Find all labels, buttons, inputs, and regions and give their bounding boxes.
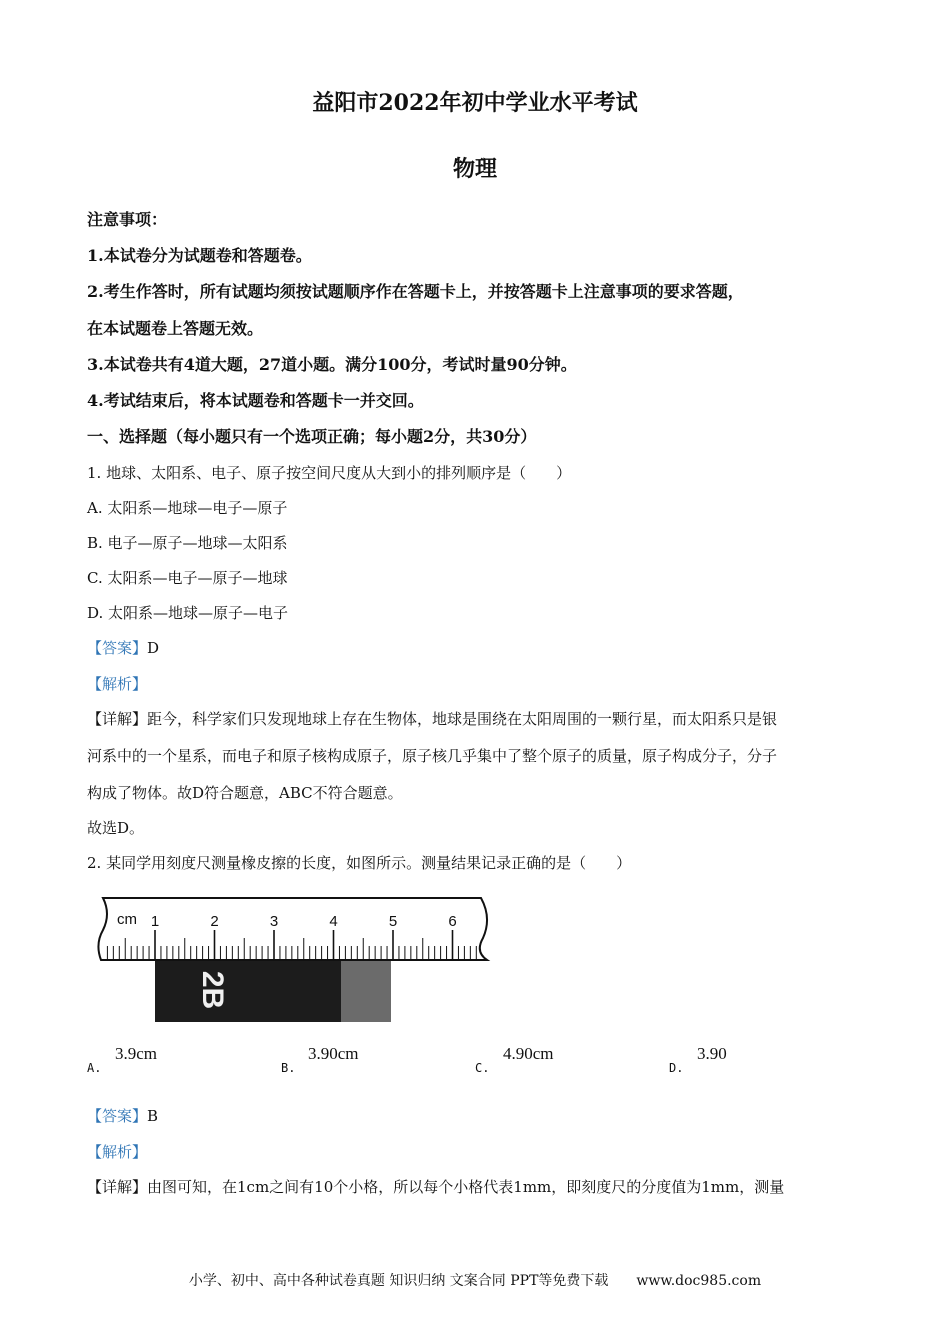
eraser-sleeve <box>341 960 391 1022</box>
exam-title: 益阳市2022年初中学业水平考试 <box>312 90 638 116</box>
option-a-letter: A. <box>87 1061 102 1075</box>
detail-line: 河系中的一个星系，而电子和原子核构成原子，原子核几乎集中了整个原子的质量，原子构成分子，分子 <box>87 747 778 765</box>
analysis-tag: 【解析】 <box>87 1143 148 1161</box>
question-option: D. 太阳系—地球—原子—电子 <box>87 604 289 622</box>
notice-item: 3.本试卷共有4道大题，27道小题。满分100分，考试时量90分钟。 <box>87 355 577 374</box>
ruler-number: 6 <box>448 913 457 930</box>
section-heading: 一、选择题（每小题只有一个选项正确；每小题2分，共30分） <box>87 427 537 446</box>
detail-line <box>87 1176 784 1197</box>
question-option: A. 太阳系—地球—电子—原子 <box>87 499 288 517</box>
ruler-number: 2 <box>210 913 219 930</box>
question-option: C. 太阳系—电子—原子—地球 <box>87 569 288 587</box>
conclusion-line: 故选D。 <box>87 819 145 837</box>
answer-line <box>87 637 159 658</box>
ruler-figure <box>95 892 495 1027</box>
answer-value: B <box>147 1107 159 1125</box>
notice-item: 在本试题卷上答题无效。 <box>87 319 264 338</box>
ruler-number: 4 <box>329 913 338 930</box>
detail-line: 构成了物体。故D符合题意，ABC不符合题意。 <box>87 784 403 802</box>
subject-title: 物理 <box>452 156 497 182</box>
detail-text: 由图可知，在1cm之间有10个小格，所以每个小格代表1mm，即刻度尺的分度值为1mm，测量 <box>147 1178 785 1196</box>
question-option: B. 电子—原子—地球—太阳系 <box>87 534 288 552</box>
notice-item: 2.考生作答时，所有试题均须按试题顺序作在答题卡上，并按答题卡上注意事项的要求答题， <box>87 282 744 301</box>
ruler-number: 5 <box>388 913 398 930</box>
option-a-value: 3.9cm <box>115 1044 158 1063</box>
eraser-label: 2B <box>196 970 229 1010</box>
option-d-value: 3.90 <box>697 1044 727 1063</box>
answer-tag: 【答案】 <box>87 639 148 657</box>
option-d-letter: D. <box>669 1061 684 1075</box>
question-stem: 2. 某同学用刻度尺测量橡皮擦的长度，如图所示。测量结果记录正确的是（ ） <box>87 854 632 872</box>
notice-item: 4.考试结束后，将本试题卷和答题卡一并交回。 <box>87 391 424 410</box>
option-c-value: 4.90cm <box>503 1044 554 1063</box>
detail-text: 距今，科学家们只发现地球上存在生物体，地球是围绕在太阳周围的一颗行星，而太阳系只是银 <box>147 710 778 728</box>
notice-item: 1.本试卷分为试题卷和答题卷。 <box>87 246 312 265</box>
answer-value: D <box>147 639 160 657</box>
notice-heading: 注意事项： <box>87 210 168 229</box>
option-b-letter: B. <box>281 1061 296 1075</box>
ruler-number: 3 <box>269 913 279 930</box>
ruler-unit: cm <box>117 911 137 928</box>
option-c-letter: C. <box>475 1061 490 1075</box>
ruler-number: 1 <box>150 913 160 930</box>
analysis-tag: 【解析】 <box>87 675 148 693</box>
option-b-value: 3.90cm <box>308 1044 359 1063</box>
answer-tag: 【答案】 <box>87 1107 148 1125</box>
analysis-line <box>87 673 147 694</box>
detail-tag: 【详解】 <box>87 1178 148 1196</box>
answer-line <box>87 1105 158 1126</box>
detail-tag: 【详解】 <box>87 710 148 728</box>
detail-line <box>87 708 777 729</box>
analysis-line <box>87 1141 147 1162</box>
question-stem: 1. 地球、太阳系、电子、原子按空间尺度从大到小的排列顺序是（ ） <box>87 464 572 482</box>
page-footer: 小学、初中、高中各种试卷真题 知识归纳 文案合同 PPT等免费下载 www.doc985.com <box>188 1273 762 1289</box>
